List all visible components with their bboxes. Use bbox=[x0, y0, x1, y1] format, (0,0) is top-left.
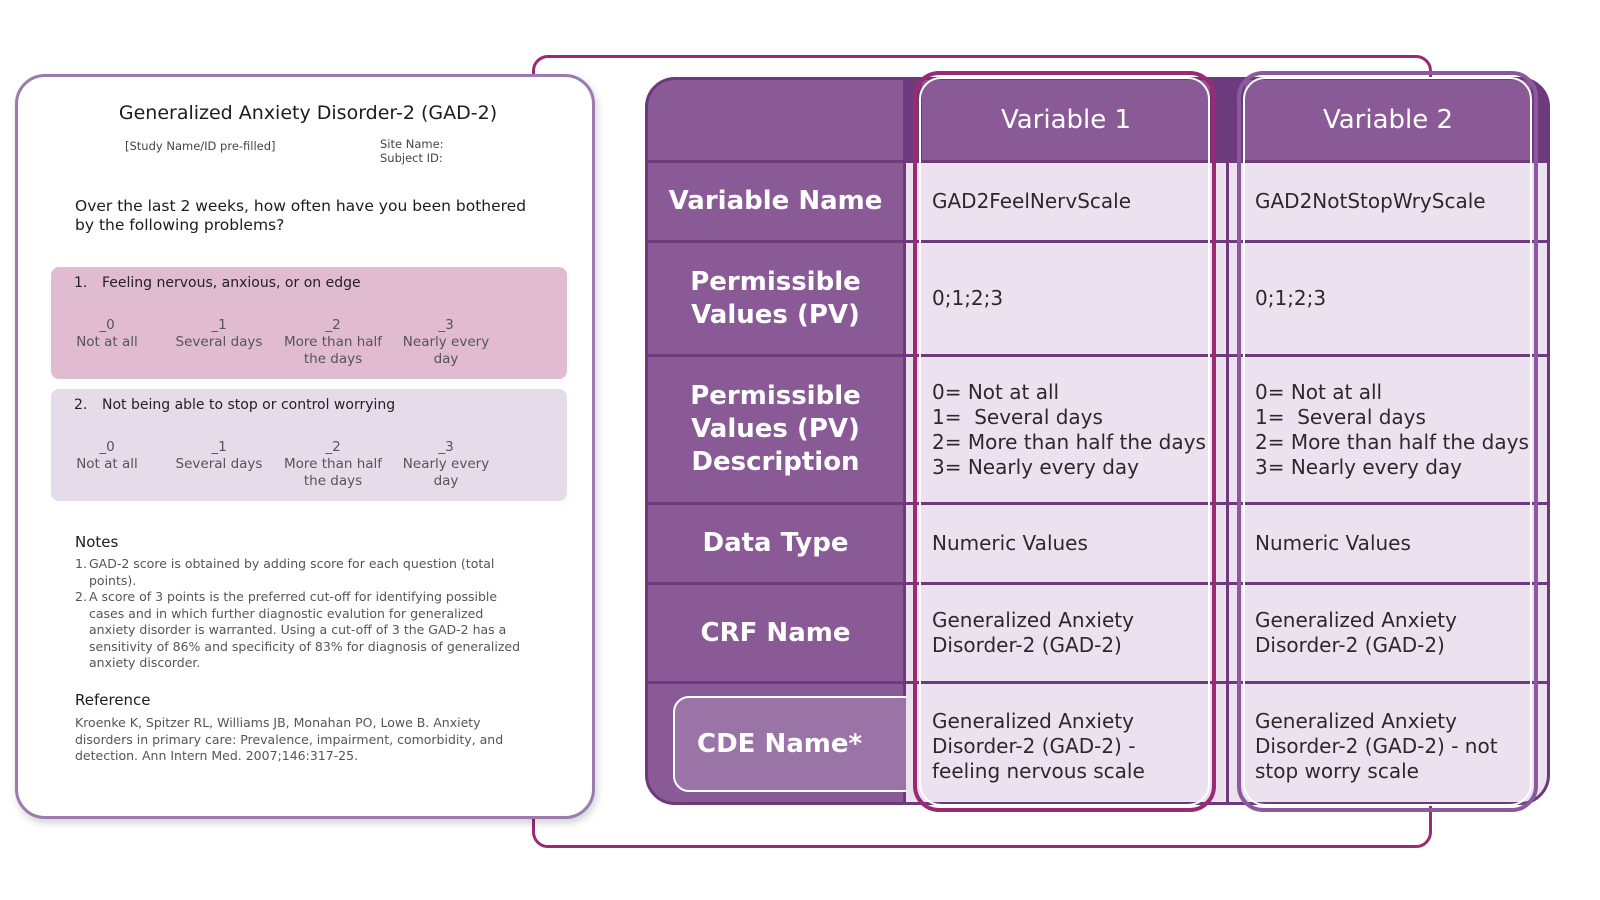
value-variable-name-v2: GAD2NotStopWryScale bbox=[1229, 163, 1550, 240]
answer-option[interactable] bbox=[277, 317, 389, 368]
note-text: GAD-2 score is obtained by adding score for each question (total points). bbox=[89, 556, 495, 588]
subject-id-label: Subject ID: bbox=[380, 151, 443, 165]
answer-label: Nearly every day bbox=[402, 456, 490, 489]
answer-code: _1 bbox=[211, 317, 227, 333]
answer-label: Nearly every day bbox=[402, 334, 490, 367]
value-cde-name-v2: Generalized Anxiety Disorder-2 (GAD-2) - not stop worry scale bbox=[1229, 684, 1550, 805]
answer-label: Several days bbox=[175, 456, 263, 472]
row-label-crf-name: CRF Name bbox=[648, 585, 903, 681]
question-item-2 bbox=[51, 389, 567, 501]
answer-label: Not at all bbox=[76, 456, 138, 472]
answer-code: _3 bbox=[438, 439, 454, 455]
pv-description-line: 0= Not at all bbox=[932, 379, 1060, 404]
question-item-text bbox=[74, 397, 395, 413]
reference-text: Kroenke K, Spitzer RL, Williams JB, Monahan PO, Lowe B. Anxiety disorders in primary care: Prevalence, impairment, comorbidity, and detection. Ann Intern Med. 2007;146:317-25. bbox=[75, 715, 504, 763]
value-cde-name-v1: Generalized Anxiety Disorder-2 (GAD-2) - feeling nervous scale bbox=[906, 684, 1226, 805]
answer-option[interactable] bbox=[163, 439, 275, 473]
row-label-data-type: Data Type bbox=[648, 505, 903, 582]
question-item-text bbox=[74, 275, 361, 291]
answer-option[interactable] bbox=[390, 439, 502, 490]
answer-option[interactable] bbox=[51, 317, 163, 351]
answer-option[interactable] bbox=[277, 439, 389, 490]
question-item-number: 2. bbox=[74, 397, 88, 413]
pv-description-line: 0= Not at all bbox=[1255, 379, 1383, 404]
value-crf-name-v2: Generalized Anxiety Disorder-2 (GAD-2) bbox=[1229, 585, 1550, 681]
answer-option[interactable] bbox=[390, 317, 502, 368]
value-permissible-values-v1: 0;1;2;3 bbox=[906, 243, 1226, 354]
variable-1-inner-frame bbox=[919, 77, 1210, 806]
notes-list bbox=[75, 556, 525, 672]
row-label-cde-name: CDE Name* bbox=[673, 696, 921, 792]
question-item-number: 1. bbox=[74, 275, 88, 291]
column-header-variable-1: Variable 1 bbox=[922, 80, 1210, 160]
pv-description-line: 1= Several days bbox=[932, 404, 1103, 429]
pv-description-line: 1= Several days bbox=[1255, 404, 1426, 429]
row-label-variable-name: Variable Name bbox=[648, 163, 903, 240]
table-corner-cell bbox=[648, 80, 903, 160]
note-number: 2. bbox=[75, 589, 87, 604]
pv-description-line: 2= More than half the days bbox=[932, 429, 1206, 454]
note-item bbox=[75, 556, 525, 589]
answer-code: _2 bbox=[325, 317, 341, 333]
note-item bbox=[75, 589, 525, 672]
pv-description-line: 3= Nearly every day bbox=[932, 454, 1139, 479]
answer-option[interactable] bbox=[51, 439, 163, 473]
answer-code: _1 bbox=[211, 439, 227, 455]
note-text: A score of 3 points is the preferred cut-off for identifying possible cases and in which further diagnostic evalution for generalized anxiety disorder is warranted. Using a cut-off of 3 the GAD-2 has a sensitivity of 86% and specificity of 83% for diagnosis of generalized anxiety discorder. bbox=[89, 589, 521, 670]
answer-label: Several days bbox=[175, 334, 263, 350]
study-name-field: [Study Name/ID pre-filled] bbox=[125, 139, 276, 153]
site-name-label: Site Name: bbox=[380, 137, 444, 151]
column-header-variable-2: Variable 2 bbox=[1245, 80, 1531, 160]
pv-description-line: 3= Nearly every day bbox=[1255, 454, 1462, 479]
row-label-permissible-values: Permissible Values (PV) bbox=[648, 243, 903, 354]
row-label-pv-description: Permissible Values (PV) Description bbox=[648, 357, 903, 502]
reference-heading: Reference bbox=[75, 691, 151, 709]
answer-label: More than half the days bbox=[283, 456, 383, 489]
answer-label: Not at all bbox=[76, 334, 138, 350]
answer-code: _3 bbox=[438, 317, 454, 333]
value-data-type-v2: Numeric Values bbox=[1229, 505, 1550, 582]
answer-code: _2 bbox=[325, 439, 341, 455]
notes-heading: Notes bbox=[75, 533, 119, 551]
answer-label: More than half the days bbox=[283, 334, 383, 367]
value-data-type-v1: Numeric Values bbox=[906, 505, 1226, 582]
variable-2-inner-frame bbox=[1243, 77, 1532, 806]
value-permissible-values-v2: 0;1;2;3 bbox=[1229, 243, 1550, 354]
pv-description-line: 2= More than half the days bbox=[1255, 429, 1529, 454]
form-title: Generalized Anxiety Disorder-2 (GAD-2) bbox=[118, 102, 498, 124]
value-crf-name-v1: Generalized Anxiety Disorder-2 (GAD-2) bbox=[906, 585, 1226, 681]
value-variable-name-v1: GAD2FeelNervScale bbox=[906, 163, 1226, 240]
question-prompt: Over the last 2 weeks, how often have you been bothered by the following problems? bbox=[75, 197, 527, 234]
crf-form-card bbox=[15, 74, 595, 819]
answer-option[interactable] bbox=[163, 317, 275, 351]
question-item-label: Feeling nervous, anxious, or on edge bbox=[102, 275, 361, 291]
question-item-1 bbox=[51, 267, 567, 379]
answer-code: _0 bbox=[99, 439, 115, 455]
question-item-label: Not being able to stop or control worrying bbox=[102, 397, 396, 413]
site-subject-fields bbox=[380, 137, 500, 165]
answer-code: _0 bbox=[99, 317, 115, 333]
note-number: 1. bbox=[75, 556, 87, 571]
